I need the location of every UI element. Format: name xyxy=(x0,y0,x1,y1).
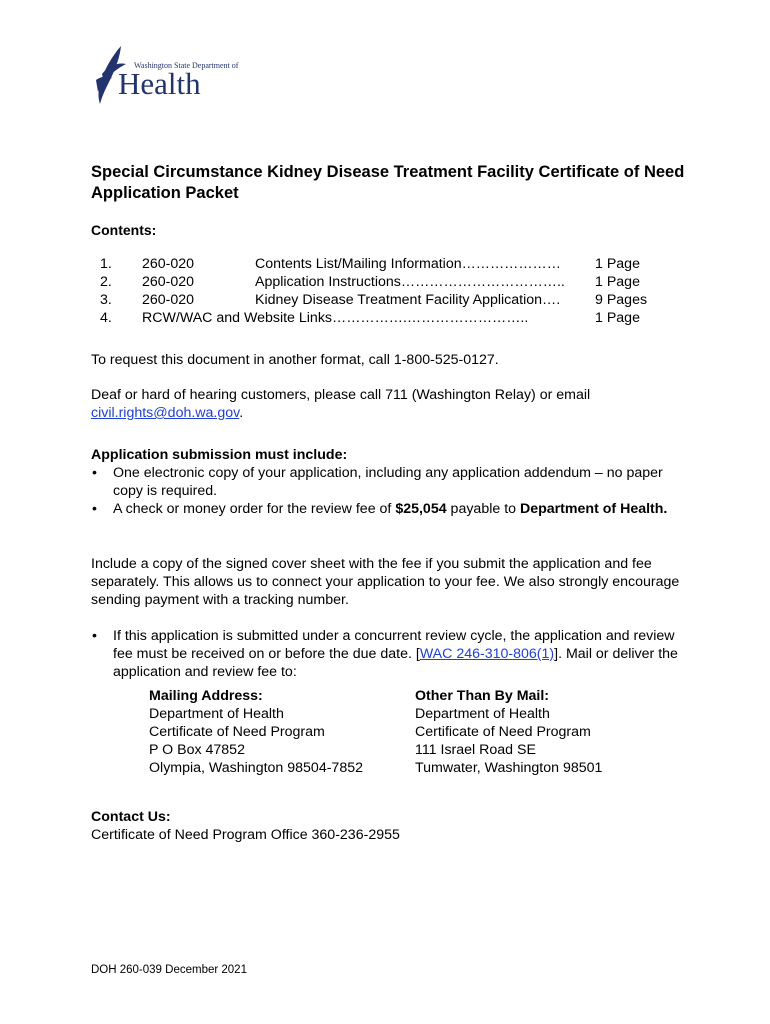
address-line: Olympia, Washington 98504-7852 xyxy=(149,760,363,776)
item-pages: 1 Page xyxy=(595,310,640,326)
address-line: 111 Israel Road SE xyxy=(415,742,536,758)
item-title: Kidney Disease Treatment Facility Application…. xyxy=(255,292,561,308)
review-fee: $25,054 xyxy=(395,501,447,517)
item-code: 260-020 xyxy=(142,292,195,308)
logo-health-text: Health xyxy=(118,66,201,101)
doh-logo xyxy=(88,44,239,106)
deaf-paragraph xyxy=(91,386,691,422)
submission-section xyxy=(91,446,691,518)
item-number: 3. xyxy=(100,292,112,308)
contact-line: Certificate of Need Program Office 360-236-2955 xyxy=(91,827,400,843)
item-code: 260-020 xyxy=(142,274,195,290)
item-code: 260-020 xyxy=(142,256,195,272)
deaf-end: . xyxy=(239,405,244,421)
wac-link[interactable]: WAC 246-310-806(1) xyxy=(419,646,555,662)
bullet-item xyxy=(91,627,691,681)
address-line: Department of Health xyxy=(149,706,284,722)
concurrent-text-end: ]. Mail or deliver the application and review fee to: xyxy=(113,646,678,680)
bullet-text: payable to xyxy=(446,501,520,517)
payee: Department of Health. xyxy=(519,501,668,517)
bullet-item xyxy=(91,500,691,518)
address-line: P O Box 47852 xyxy=(149,742,245,758)
address-line: Certificate of Need Program xyxy=(415,724,591,740)
item-number: 2. xyxy=(100,274,112,290)
address-line: Tumwater, Washington 98501 xyxy=(415,760,603,776)
concurrent-section xyxy=(91,627,691,681)
address-line: Certificate of Need Program xyxy=(149,724,325,740)
page-title: Special Circumstance Kidney Disease Treatment Facility Certificate of Need Application Packet xyxy=(91,163,685,202)
contents-heading: Contents: xyxy=(91,222,157,238)
item-title: RCW/WAC and Website Links…………….…………………….. xyxy=(142,310,529,326)
contact-heading: Contact Us: xyxy=(91,809,171,825)
submission-heading-text: Application submission must include: xyxy=(91,447,348,463)
item-number: 1. xyxy=(100,256,112,272)
footer-form-id: DOH 260-039 December 2021 xyxy=(91,964,247,976)
email-link[interactable]: civil.rights@doh.wa.gov xyxy=(91,405,240,421)
item-pages: 1 Page xyxy=(595,256,640,272)
deaf-text: Deaf or hard of hearing customers, please call 711 (Washington Relay) or email xyxy=(91,387,591,403)
bullet-text: A check or money order for the review fee of xyxy=(113,501,396,517)
mailing-heading: Mailing Address: xyxy=(149,688,263,704)
bullet-text: One electronic copy of your application, including any application addendum – no paper copy is required. xyxy=(113,465,663,499)
request-format-line: To request this document in another format, call 1-800-525-0127. xyxy=(91,352,499,368)
logo-small-text: Washington State Department of xyxy=(134,61,239,70)
item-pages: 1 Page xyxy=(595,274,640,290)
other-address xyxy=(415,687,602,777)
contact-section xyxy=(91,808,691,844)
item-pages: 9 Pages xyxy=(595,292,648,308)
item-number: 4. xyxy=(100,310,112,326)
bullet-item xyxy=(91,464,691,500)
concurrent-text: If this application is submitted under a concurrent review cycle, the application and review fee must be received on or before the due date. [ xyxy=(113,628,675,662)
submission-heading xyxy=(91,446,691,464)
address-line: Department of Health xyxy=(415,706,550,722)
item-title: Application Instructions…………………………….. xyxy=(255,274,565,290)
other-heading: Other Than By Mail: xyxy=(415,688,550,704)
include-paragraph: Include a copy of the signed cover sheet with the fee if you submit the application and fee separately. This allows us to connect your application to your fee. We also strongly encourage sending payment with a tracking number. xyxy=(91,556,680,608)
item-title: Contents List/Mailing Information………………… xyxy=(255,256,561,272)
mailing-address xyxy=(149,687,363,777)
